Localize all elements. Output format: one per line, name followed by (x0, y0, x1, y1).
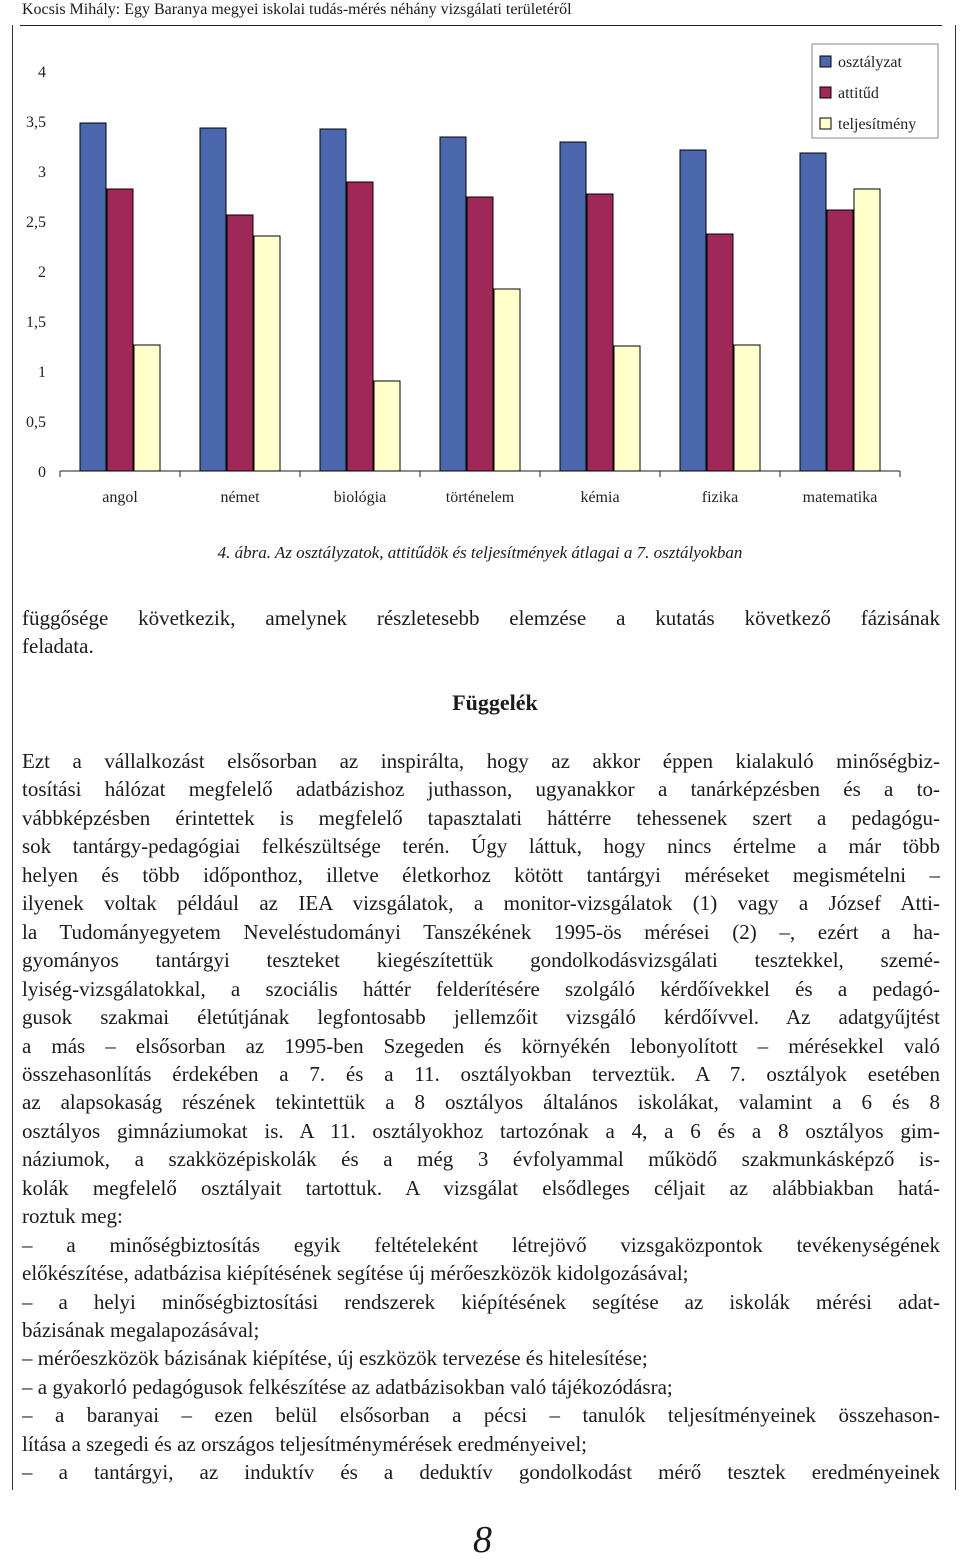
body-line: – a baranyai – ezen belül elsősorban a pécsi – tanulók teljesítményeinek összehason- (22, 1403, 940, 1428)
bar-attitűd (587, 194, 613, 471)
body-line: – a minőségbiztosítás egyik feltételeként létrejövő vizsgaközpontok tevékenységének (22, 1232, 940, 1257)
body-line: roztuk meg: (22, 1204, 123, 1229)
chart-legend (812, 44, 938, 138)
y-tick-label: 4 (38, 64, 46, 81)
header-rule (20, 25, 942, 26)
bar-teljesítmény (614, 346, 640, 471)
x-tick-label: fizika (701, 489, 739, 506)
bar-osztályzat (320, 129, 346, 471)
x-tick-label: matematika (802, 489, 878, 506)
x-tick-label: biológia (333, 489, 387, 506)
y-tick-label: 2,5 (26, 214, 46, 231)
bar-attitűd (467, 197, 493, 471)
y-tick-label: 1,5 (26, 314, 46, 331)
y-tick-label: 0 (38, 464, 46, 481)
body-line: Ezt a vállalkozást elsősorban az inspirálta, hogy az akkor éppen kialakuló minőségbiz- (22, 749, 940, 773)
body-line: helyen és több időponthoz, illetve életkorhoz kötött tantárgyi méréseket megismételni – (22, 862, 940, 887)
bar-osztályzat (800, 153, 826, 471)
body-line: kolák megfelelő osztályait tartottuk. A vizsgálat elsődleges céljait az alábbiakban hatá- (22, 1175, 940, 1200)
bar-teljesítmény (494, 289, 520, 471)
bar-teljesítmény (254, 236, 280, 471)
body-line: az alapsokaság részének tekintettük a 8 osztályos általános iskolákat, valamint a 6 és 8 (22, 1090, 940, 1115)
bar-teljesítmény (374, 381, 400, 471)
intro-paragraph-line: feladata. (22, 634, 94, 658)
body-line: – a helyi minőségbiztosítási rendszerek kiépítésének segítése az iskolák mérési adat- (22, 1289, 940, 1314)
legend-swatch (820, 87, 831, 98)
figure-caption: 4. ábra. Az osztályzatok, attitűdök és teljesítmények átlagai a 7. osztályokban (217, 543, 743, 562)
bar-osztályzat (560, 142, 586, 471)
y-tick-label: 3 (38, 164, 46, 181)
bar-teljesítmény (134, 345, 160, 471)
body-line: – a tantárgyi, az induktív és a deduktív gondolkodást mérő tesztek eredményeinek (22, 1460, 940, 1485)
body-line: – mérőeszközök bázisának kiépítése, új eszközök tervezése és hitelesítése; (22, 1346, 648, 1371)
y-tick-label: 1 (38, 364, 46, 381)
bar-teljesítmény (854, 189, 880, 471)
chart-bars (80, 123, 880, 471)
bar-osztályzat (440, 137, 466, 471)
legend-swatch (820, 118, 831, 129)
running-header: Kocsis Mihály: Egy Baranya megyei iskolai tudás-mérés néhány vizsgálati területéről (22, 1, 572, 18)
body-line: lítása a szegedi és az országos teljesítménymérések eredményeivel; (22, 1431, 588, 1456)
intro-paragraph-line: függősége következik, amelynek részletesebb elemzése a kutatás következő fázisának (22, 606, 940, 630)
body-line: bázisának megalapozásával; (22, 1318, 260, 1342)
body-line: la Tudományegyetem Neveléstudományi Tanszékének 1995-ös mérései (2) –, ezért a ha- (22, 919, 940, 944)
body-line: ilyenek voltak például az IEA vizsgálatok, a monitor-vizsgálatok (1) vagy a József Atti- (22, 891, 940, 916)
body-line: vábbképzésben érintettek is megfelelő tapasztalati háttérre tehessenek szert a pedagógu- (22, 805, 940, 830)
bar-teljesítmény (734, 345, 760, 471)
body-line: előkészítése, adatbázisa kiépítésének segítése új mérőeszközök kidolgozásával; (22, 1261, 689, 1286)
x-tick-label: német (220, 489, 260, 506)
body-line: sok tantárgy-pedagógiai felkészültsége terén. Úgy láttuk, hogy nincs értelme a már több (22, 834, 940, 859)
bar-attitűd (347, 182, 373, 471)
legend-label: attitűd (838, 85, 879, 102)
page-number: 8 (473, 1519, 492, 1561)
body-line: a más – elsősorban az 1995-ben Szegeden és környékén lebonyolított – mérésekkel való (22, 1033, 940, 1058)
body-line: náziumok, a szakközépiskolák és a még 3 évfolyammal működő szakmunkásképző is- (22, 1147, 940, 1172)
bar-attitűd (827, 210, 853, 471)
x-tick-label: történelem (445, 489, 515, 506)
body-line: lyiség-vizsgálatokkal, a szociális háttér felderítésére szolgáló kérdőívekkel és a pedagó- (22, 976, 940, 1001)
body-line: gusok szakmai életútjának legfontosabb jellemzőit vizsgáló kérdőívvel. Az adatgyűjtést (22, 1005, 940, 1030)
bar-osztályzat (80, 123, 106, 471)
body-line: összehasonlítás érdekében a 7. és a 11. osztályokban terveztük. A 7. osztályok esetében (22, 1061, 940, 1086)
legend-label: osztályzat (838, 54, 902, 71)
x-tick-label: kémia (580, 489, 620, 506)
body-line: gyományos tantárgyi teszteket kiegészítettük gondolkodásvizsgálati tesztekkel, szemé- (22, 948, 940, 973)
legend-swatch (820, 56, 831, 67)
bar-attitűd (707, 234, 733, 471)
body-line: osztályos gimnáziumokat is. A 11. osztályokhoz tartozónak a 4, a 6 és a 8 osztályos gim- (22, 1118, 940, 1143)
y-tick-label: 2 (38, 264, 46, 281)
body-line: tosítási hálózat megfelelő adatbázishoz juthasson, ugyanakkor a tanárképzésben és a to- (22, 777, 940, 802)
y-tick-label: 3,5 (26, 114, 46, 131)
section-title: Függelék (452, 690, 538, 715)
x-tick-label: angol (102, 489, 138, 506)
bar-osztályzat (200, 128, 226, 471)
y-tick-label: 0,5 (26, 414, 46, 431)
bar-osztályzat (680, 150, 706, 471)
body-line: – a gyakorló pedagógusok felkészítése az adatbázisokban való tájékozódásra; (22, 1374, 673, 1399)
legend-label: teljesítmény (838, 116, 917, 133)
bar-attitűd (107, 189, 133, 471)
grouped-bar-chart (0, 30, 960, 530)
bar-attitűd (227, 215, 253, 471)
